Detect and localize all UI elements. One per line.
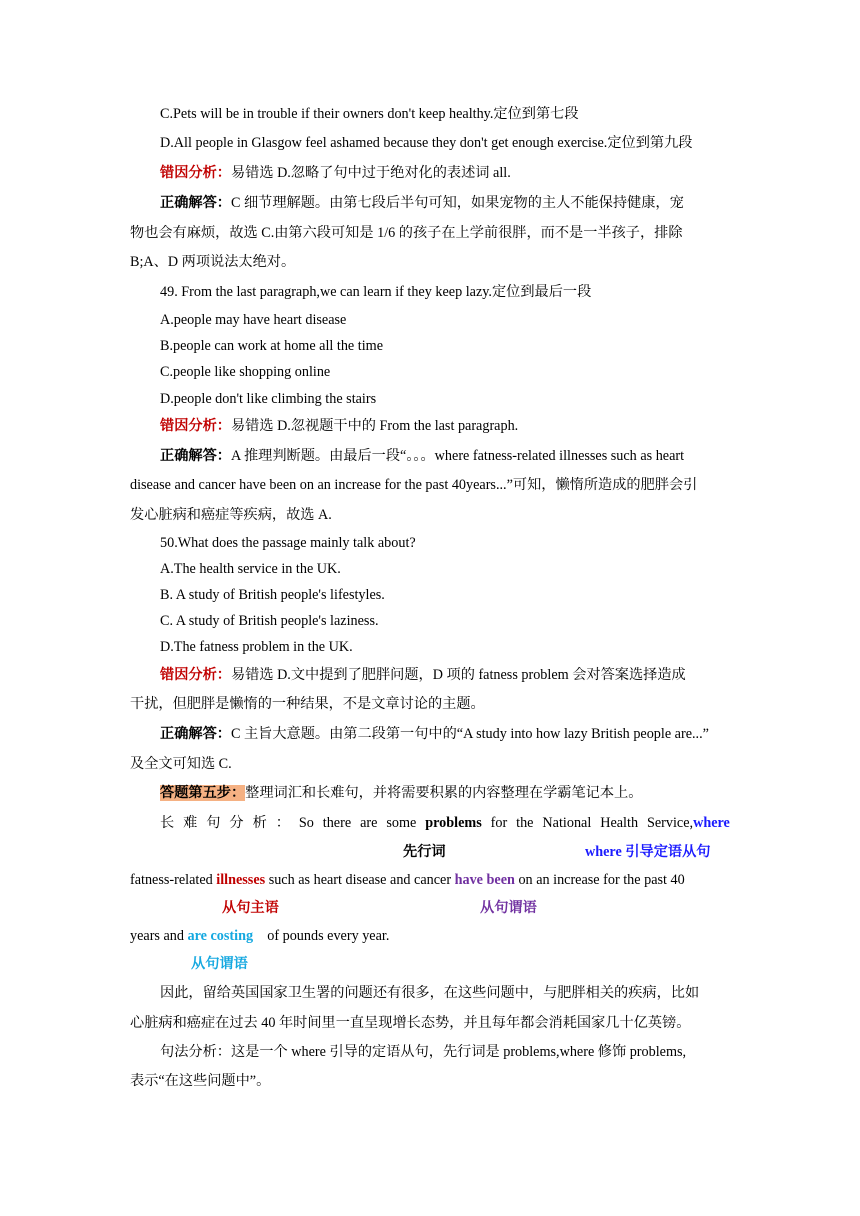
- analysis-token: National: [542, 815, 592, 831]
- syntax-analysis-line1: 句法分析：这是一个 where 引导的定语从句，先行词是 problems,where 修饰 problems,: [160, 1044, 687, 1060]
- annotation-antecedent: 先行词: [403, 844, 446, 860]
- q50-option-d: D.The fatness problem in the UK.: [160, 639, 353, 655]
- analysis-token: 难: [183, 815, 198, 831]
- q50-answer-line2: 及全文可知选 C.: [130, 756, 232, 772]
- q50-error-analysis: [160, 665, 686, 685]
- q50-option-a: A.The health service in the UK.: [160, 561, 341, 577]
- annotation-clause-subject: 从句主语: [222, 900, 279, 916]
- q49-error-analysis: [160, 416, 518, 436]
- analysis-token: 长: [160, 815, 175, 831]
- q50-option-c: C. A study of British people's laziness.: [160, 613, 379, 629]
- syntax-analysis-line2: 表示“在这些问题中”。: [130, 1073, 271, 1089]
- error-text: 易错选 D.忽略了句中过于绝对化的表述词 all.: [230, 165, 511, 181]
- analysis-line1: [160, 813, 730, 833]
- analysis-line3: [130, 926, 389, 946]
- q48-option-c: C.Pets will be in trouble if their owners don't keep healthy.定位到第七段: [160, 106, 579, 122]
- answer-label: 正确解答：: [160, 448, 231, 464]
- q48-option-d: D.All people in Glasgow feel ashamed because they don't get enough exercise.定位到第九段: [160, 135, 693, 151]
- analysis-token: 析: [252, 815, 267, 831]
- q49-stem: 49. From the last paragraph,we can learn if they keep lazy.定位到最后一段: [160, 284, 592, 300]
- sentence-text: of pounds every year.: [253, 928, 390, 944]
- clause-predicate-word: have been: [454, 872, 515, 888]
- answer-label: 正确解答：: [160, 195, 231, 211]
- q49-option-c: C.people like shopping online: [160, 364, 331, 380]
- clause-predicate-word-2: are costing: [187, 928, 254, 944]
- q50-error-line2: 干扰，但肥胖是懒惰的一种结果，不是文章讨论的主题。: [130, 696, 485, 712]
- error-label: 错因分析：: [160, 165, 231, 181]
- analysis-token: So: [298, 815, 314, 831]
- analysis-line2: [130, 870, 685, 890]
- error-label: 错因分析：: [160, 418, 231, 434]
- annotation-clause-predicate-2: 从句谓语: [191, 956, 248, 972]
- analysis-token-problems: problems: [425, 815, 482, 831]
- q48-error-analysis: [160, 163, 511, 183]
- q50-stem: 50.What does the passage mainly talk about?: [160, 535, 416, 551]
- answer-text: A 推理判断题。由最后一段“。。。where fatness-related illnesses such as heart: [230, 448, 685, 464]
- q49-answer-line1: [160, 446, 684, 466]
- annotation-where-clause: where 引导定语从句: [585, 844, 711, 860]
- analysis-token: there: [322, 815, 352, 831]
- analysis-token: 句: [206, 815, 221, 831]
- step5-line: [160, 783, 642, 803]
- error-label: 错因分析：: [160, 667, 231, 683]
- step5-text: 整理词汇和长难句，并将需要积累的内容整理在学霸笔记本上。: [245, 785, 643, 801]
- annotation-clause-predicate: 从句谓语: [480, 900, 537, 916]
- q49-option-b: B.people can work at home all the time: [160, 338, 383, 354]
- q50-answer-line1: [160, 724, 709, 744]
- error-text: 易错选 D.忽视题干中的 From the last paragraph.: [230, 418, 519, 434]
- analysis-token: the: [516, 815, 534, 831]
- sentence-text: on an increase for the past 40: [514, 872, 685, 888]
- answer-label: 正确解答：: [160, 726, 231, 742]
- sentence-text: such as heart disease and cancer: [265, 872, 455, 888]
- sentence-text: years and: [130, 928, 188, 944]
- q50-option-b: B. A study of British people's lifestyles.: [160, 587, 385, 603]
- error-text: 易错选 D.文中提到了肥胖问题，D 项的 fatness problem 会对答案选择造成: [230, 667, 686, 683]
- q49-answer-line3: 发心脏病和癌症等疾病，故选 A.: [130, 507, 332, 523]
- analysis-token-service-where: Service,where: [646, 815, 730, 831]
- step5-label: 答题第五步：: [160, 785, 246, 801]
- q48-answer-line1: [160, 193, 684, 213]
- analysis-token: 分: [229, 815, 244, 831]
- q49-option-a: A.people may have heart disease: [160, 312, 347, 328]
- answer-text: C 细节理解题。由第七段后半句可知，如果宠物的主人不能保持健康，宠: [230, 195, 684, 211]
- answer-text: C 主旨大意题。由第二段第一句中的“A study into how lazy British people are...”: [230, 726, 709, 742]
- translation-line2: 心脏病和癌症在过去 40 年时间里一直呈现增长态势，并且每年都会消耗国家几十亿英镑。: [130, 1015, 691, 1031]
- q49-answer-line2: disease and cancer have been on an increase for the past 40years...”可知，懒惰所造成的肥胖会引: [130, 477, 698, 493]
- sentence-text: fatness-related: [130, 872, 217, 888]
- q48-answer-line2: 物也会有麻烦，故选 C.由第六段可知是 1/6 的孩子在上学前很胖，而不是一半孩子，排除: [130, 225, 683, 241]
- clause-subject-word: illnesses: [216, 872, 266, 888]
- q48-answer-line3: B;A、D 两项说法太绝对。: [130, 254, 296, 270]
- analysis-token: for: [490, 815, 508, 831]
- analysis-token: Health: [600, 815, 639, 831]
- analysis-token: are: [360, 815, 378, 831]
- translation-line1: 因此，留给英国国家卫生署的问题还有很多，在这些问题中，与肥胖相关的疾病，比如: [160, 985, 700, 1001]
- analysis-token: some: [386, 815, 417, 831]
- q49-option-d: D.people don't like climbing the stairs: [160, 391, 377, 407]
- analysis-token: ：: [275, 815, 290, 831]
